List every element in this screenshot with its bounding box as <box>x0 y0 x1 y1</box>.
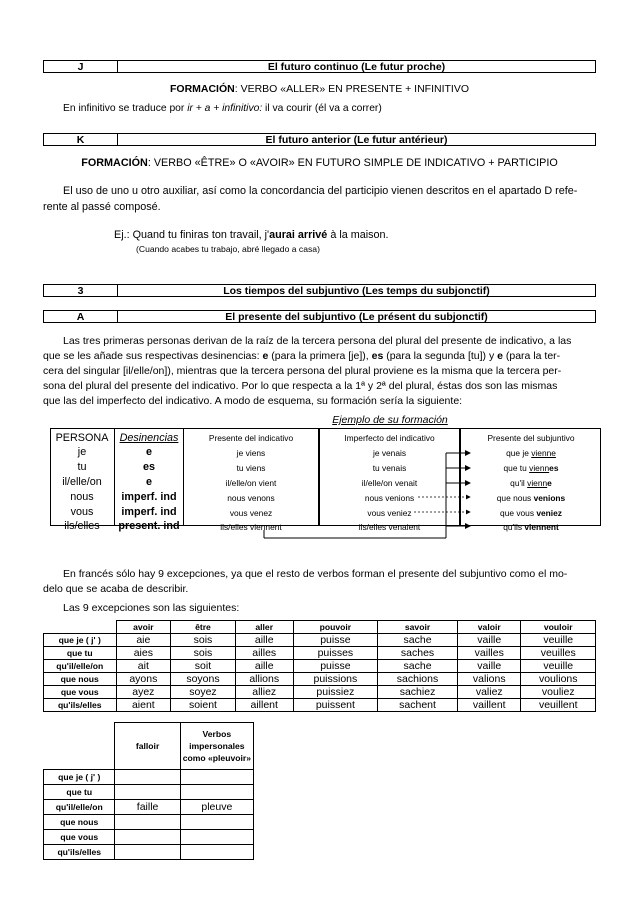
table-cell <box>115 829 180 844</box>
table-cell <box>115 814 180 829</box>
table-header: falloir <box>115 723 180 770</box>
row-label: qu'ils/elles <box>44 844 115 859</box>
table-cell <box>115 784 180 799</box>
section-title: El futuro anterior (Le futur antérieur) <box>265 134 448 146</box>
table-cell: vaille <box>458 660 521 673</box>
table-cell: sache <box>378 660 458 673</box>
table-cell: aillent <box>235 699 293 712</box>
formacion-etre-avoir: FORMACIÓN: VERBO «ÊTRE» O «AVOIR» EN FUTURO SIMPLE DE INDICATIVO + PARTICIPIO <box>81 157 558 169</box>
section-title: Los tiempos del subjuntivo (Les temps du subjonctif) <box>223 285 490 297</box>
table-cell: allions <box>235 673 293 686</box>
table-cell <box>180 814 253 829</box>
table-cell: soit <box>171 660 236 673</box>
table-corner <box>44 621 117 634</box>
section-title: El futuro continuo (Le futur proche) <box>267 61 446 73</box>
table-cell: sachiez <box>378 686 458 699</box>
col-header-pres-sub: Presente del subjuntivo <box>487 433 575 443</box>
persona-item: je <box>77 446 87 458</box>
table-cell: sachent <box>378 699 458 712</box>
pres-sub-item: que nous venions <box>496 493 566 503</box>
exceptions-table <box>43 620 596 712</box>
table-cell: ait <box>116 660 171 673</box>
col-header-pres-ind: Presente del indicativo <box>208 433 294 443</box>
table-cell: pleuve <box>180 799 253 814</box>
excepciones-line-2: delo que se acaba de describir. <box>43 583 189 595</box>
table-cell <box>180 769 253 784</box>
table-cell: ayez <box>116 686 171 699</box>
table-header: vouloir <box>521 621 596 634</box>
table-header: avoir <box>116 621 171 634</box>
table-cell <box>115 844 180 859</box>
imp-ind-item: vous veniez <box>367 508 412 518</box>
table-cell: puisse <box>293 634 377 647</box>
excepciones-line-3: Las 9 excepciones son las siguientes: <box>63 602 240 614</box>
pres-ind-item: ils/elles viennent <box>220 522 282 532</box>
table-row <box>44 769 254 784</box>
table-row <box>44 799 254 814</box>
table-cell: puisse <box>293 660 377 673</box>
table-row <box>44 844 254 859</box>
auxiliar-line-2: rente al passé composé. <box>43 201 161 213</box>
pres-sub-item: que je vienne <box>506 448 556 458</box>
pres-ind-item: je viens <box>236 448 266 458</box>
intro-line-3: cera del singular [il/elle/on]), mientras que la tercera persona del plural proviene es la misma que la tercera per- <box>43 365 562 377</box>
table-cell: ailles <box>235 647 293 660</box>
formacion-aller: FORMACIÓN: VERBO «ALLER» EN PRESENTE + INFINITIVO <box>169 83 470 95</box>
table-row <box>44 686 596 699</box>
table-cell: aie <box>116 634 171 647</box>
table-cell: soyez <box>171 686 236 699</box>
table-cell: aies <box>116 647 171 660</box>
desinencia-item: imperf. ind <box>121 491 177 503</box>
excepciones-line-1: En francés sólo hay 9 excepciones, ya que el resto de verbos forman el presente del subjuntivo como el mo- <box>63 568 568 580</box>
table-cell: veuille <box>521 660 596 673</box>
table-cell: sache <box>378 634 458 647</box>
imp-ind-item: tu venais <box>372 463 407 473</box>
row-label: que vous <box>44 686 117 699</box>
desinencia-item: es <box>142 461 155 473</box>
pres-ind-item: vous venez <box>229 508 273 518</box>
pres-ind-item: nous venons <box>227 493 275 503</box>
auxiliar-line-1: El uso de uno u otro auxiliar, así como la concordancia del participio vienen descritos en el apartado D refe- <box>63 185 578 197</box>
pres-ind-item: tu viens <box>236 463 266 473</box>
table-row <box>44 634 596 647</box>
table-cell: veuille <box>521 634 596 647</box>
intro-line-5: que las del imperfecto del indicativo. A modo de esquema, su formación sería la siguiente: <box>43 395 463 407</box>
desinencia-item: present. ind <box>118 520 180 532</box>
table-cell: vaille <box>458 634 521 647</box>
intro-line-1: Las tres primeras personas derivan de la raíz de la tercera persona del plural del presente de indicativo, a las <box>63 335 572 347</box>
table-cell: ayons <box>116 673 171 686</box>
table-cell: vouliez <box>521 686 596 699</box>
table-header: aller <box>235 621 293 634</box>
table-header: savoir <box>378 621 458 634</box>
table-header: être <box>171 621 236 634</box>
row-label: que vous <box>44 829 115 844</box>
table-row <box>44 660 596 673</box>
table-cell: voulions <box>521 673 596 686</box>
table-cell: alliez <box>235 686 293 699</box>
desinencia-item: e <box>145 476 152 488</box>
table-cell: aille <box>235 660 293 673</box>
row-label: qu'ils/elles <box>44 699 117 712</box>
col-header-imp-ind: Imperfecto del indicativo <box>344 433 435 443</box>
persona-item: nous <box>70 491 94 503</box>
table-row <box>44 673 596 686</box>
table-cell: veuilles <box>521 647 596 660</box>
table-cell <box>115 769 180 784</box>
table-cell: veuillent <box>521 699 596 712</box>
imp-ind-item: je venais <box>372 448 407 458</box>
scheme-caption: Ejemplo de su formación <box>332 414 448 426</box>
table-cell: puissent <box>293 699 377 712</box>
row-label: qu'il/elle/on <box>44 660 117 673</box>
table-cell: faille <box>115 799 180 814</box>
table-header-pleuvoir: Verbos impersonales como «pleuvoir» <box>180 723 253 770</box>
table-row <box>44 829 254 844</box>
persona-item: tu <box>77 461 87 473</box>
section-key: A <box>44 311 118 322</box>
table-row <box>44 699 596 712</box>
table-cell <box>180 829 253 844</box>
table-corner <box>44 723 115 770</box>
row-label: que tu <box>44 647 117 660</box>
imp-ind-item: il/elle/on venait <box>361 478 418 488</box>
table-cell: soyons <box>171 673 236 686</box>
ejemplo-sentence: Ej.: Quand tu finiras ton travail, j'aurai arrivé à la maison. <box>114 229 389 241</box>
table-cell: puisses <box>293 647 377 660</box>
table-cell: aille <box>235 634 293 647</box>
table-cell: sois <box>171 634 236 647</box>
table-row <box>44 814 254 829</box>
section-title: El presente del subjuntivo (Le présent du subjonctif) <box>225 311 488 323</box>
table-header: valoir <box>458 621 521 634</box>
persona-item: il/elle/on <box>62 476 102 488</box>
table-cell <box>180 844 253 859</box>
intro-line-4: sona del plural del presente del indicativo. Por lo que respecta a la 1ª y 2ª del plural, éstas dos son las mismas <box>43 380 558 392</box>
intro-line-2: que se les añade sus respectivas desinencias: e (para la primera [je]), es (para la segunda [tu]) y e (para la ter- <box>43 350 561 362</box>
pres-sub-item: qu'il vienne <box>510 478 552 488</box>
table-cell: aient <box>116 699 171 712</box>
section-key: 3 <box>44 285 118 296</box>
pres-ind-item: il/elle/on vient <box>225 478 277 488</box>
table-cell: puissiez <box>293 686 377 699</box>
pres-sub-item: que vous veniez <box>500 508 562 518</box>
ejemplo-translation: (Cuando acabes tu trabajo, abré llegado a casa) <box>136 244 320 254</box>
infinitivo-note: En infinitivo se traduce por ir + a + infinitivo: il va courir (él va a correr) <box>63 103 382 114</box>
pres-sub-item: que tu viennes <box>503 463 559 473</box>
table-header: pouvoir <box>293 621 377 634</box>
row-label: que nous <box>44 814 115 829</box>
persona-item: vous <box>70 506 94 518</box>
table-row <box>44 647 596 660</box>
table-cell <box>180 784 253 799</box>
persona-item: ils/elles <box>64 520 100 532</box>
pres-sub-item: qu'ils viennent <box>503 522 559 532</box>
persona-header: PERSONA <box>55 432 109 444</box>
imp-ind-item: ils/elles venaient <box>358 522 421 532</box>
row-label: que tu <box>44 784 115 799</box>
section-key: J <box>44 61 118 72</box>
imp-ind-item: nous venions <box>364 493 415 503</box>
desinencias-header: Desinencias <box>119 432 179 444</box>
impersonal-table <box>43 722 254 860</box>
table-cell: soient <box>171 699 236 712</box>
row-label: que je ( j' ) <box>44 769 115 784</box>
table-cell: vailles <box>458 647 521 660</box>
desinencia-item: imperf. ind <box>121 506 177 518</box>
table-cell: sois <box>171 647 236 660</box>
table-cell: puissions <box>293 673 377 686</box>
section-key: K <box>44 134 118 145</box>
desinencia-item: e <box>145 446 152 458</box>
table-cell: valions <box>458 673 521 686</box>
table-cell: valiez <box>458 686 521 699</box>
table-cell: vaillent <box>458 699 521 712</box>
row-label: qu'il/elle/on <box>44 799 115 814</box>
table-cell: saches <box>378 647 458 660</box>
table-cell: sachions <box>378 673 458 686</box>
row-label: que je ( j' ) <box>44 634 117 647</box>
row-label: que nous <box>44 673 117 686</box>
table-row <box>44 784 254 799</box>
